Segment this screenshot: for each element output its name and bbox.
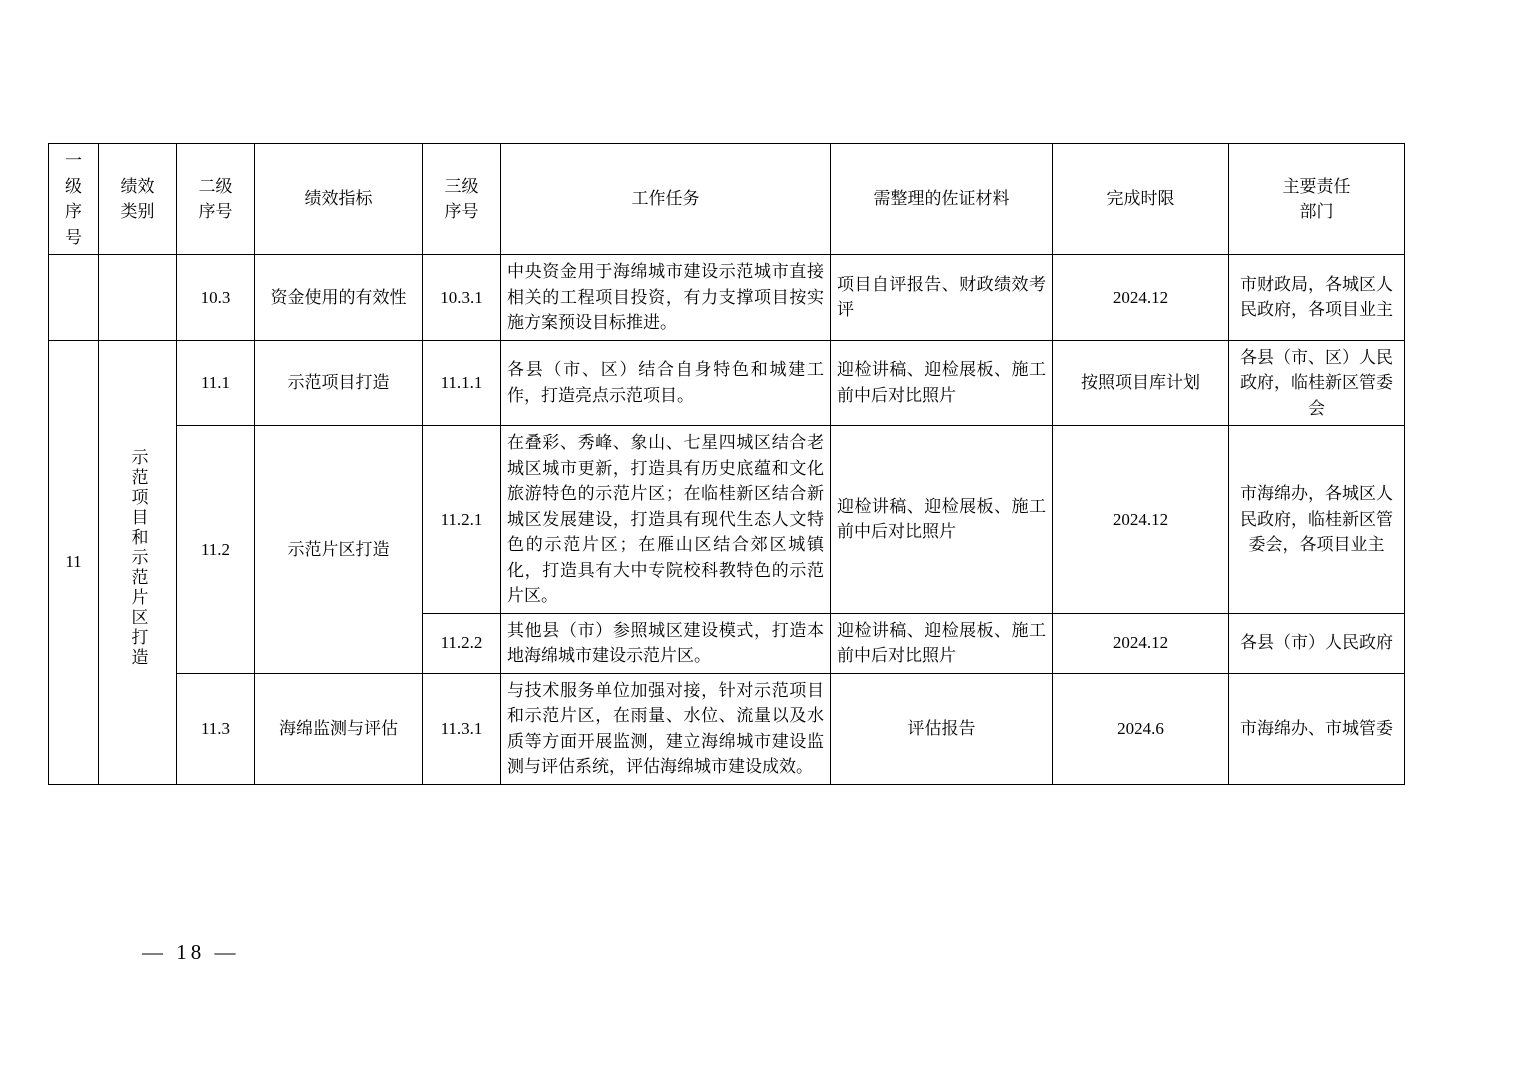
table-row xyxy=(49,340,1405,426)
cell-category xyxy=(99,340,177,784)
cell-level3-seq: 11.2.2 xyxy=(423,613,501,673)
col-header-level3-seq-label: 三级 序号 xyxy=(444,176,479,221)
col-header-task xyxy=(501,144,831,255)
col-header-indicator xyxy=(255,144,423,255)
col-header-indicator-label: 绩效指标 xyxy=(304,189,373,209)
cell-task: 在叠彩、秀峰、象山、七星四城区结合老城区城市更新，打造具有历史底蕴和文化旅游特色的示范片区；在临桂新区结合新城区发展建设，打造具有现代生态人文特色的示范片区；在雁山区结合郊区城镇化，打造具有大中专院校科教特色的示范片区。 xyxy=(501,426,831,614)
table-header xyxy=(49,144,1405,255)
cell-evidence: 迎检讲稿、迎检展板、施工前中后对比照片 xyxy=(831,426,1053,614)
col-header-department xyxy=(1229,144,1405,255)
cell-indicator: 示范片区打造 xyxy=(255,426,423,674)
col-header-level1-seq-label: 一 级 序 号 xyxy=(65,151,82,247)
cell-indicator: 资金使用的有效性 xyxy=(255,255,423,341)
col-header-level2-seq-label: 二级 序号 xyxy=(198,176,233,221)
page-number: — 18 — xyxy=(142,940,240,964)
col-header-deadline-label: 完成时限 xyxy=(1106,189,1175,209)
cell-category-label: 示范项目和示范片区打造 xyxy=(128,448,148,669)
cell-department: 市海绵办、市城管委 xyxy=(1229,673,1405,784)
cell-indicator: 海绵监测与评估 xyxy=(255,673,423,784)
cell-deadline: 2024.12 xyxy=(1053,255,1229,341)
cell-deadline: 按照项目库计划 xyxy=(1053,340,1229,426)
col-header-evidence xyxy=(831,144,1053,255)
cell-evidence: 迎检讲稿、迎检展板、施工前中后对比照片 xyxy=(831,613,1053,673)
cell-level2-seq: 10.3 xyxy=(177,255,255,341)
cell-level3-seq: 11.2.1 xyxy=(423,426,501,614)
cell-deadline: 2024.6 xyxy=(1053,673,1229,784)
cell-task: 各县（市、区）结合自身特色和城建工作，打造亮点示范项目。 xyxy=(501,340,831,426)
cell-department: 各县（市、区）人民政府，临桂新区管委会 xyxy=(1229,340,1405,426)
cell-level1-seq: 11 xyxy=(49,340,99,784)
col-header-task-label: 工作任务 xyxy=(631,189,700,209)
cell-department: 各县（市）人民政府 xyxy=(1229,613,1405,673)
cell-task: 中央资金用于海绵城市建设示范城市直接相关的工程项目投资，有力支撑项目按实施方案预设目标推进。 xyxy=(501,255,831,341)
cell-level2-seq: 11.2 xyxy=(177,426,255,674)
cell-deadline: 2024.12 xyxy=(1053,613,1229,673)
table-body xyxy=(49,255,1405,785)
cell-category xyxy=(99,255,177,341)
cell-department: 市海绵办，各城区人民政府，临桂新区管委会，各项目业主 xyxy=(1229,426,1405,614)
col-header-department-label: 主要责任 部门 xyxy=(1282,176,1351,221)
cell-evidence: 评估报告 xyxy=(831,673,1053,784)
col-header-deadline xyxy=(1053,144,1229,255)
cell-level2-seq: 11.3 xyxy=(177,673,255,784)
table-row xyxy=(49,426,1405,614)
col-header-level1-seq xyxy=(49,144,99,255)
table-header-row xyxy=(49,144,1405,255)
cell-deadline: 2024.12 xyxy=(1053,426,1229,614)
cell-task: 与技术服务单位加强对接，针对示范项目和示范片区，在雨量、水位、流量以及水质等方面开展监测，建立海绵城市建设监测与评估系统，评估海绵城市建设成效。 xyxy=(501,673,831,784)
cell-level1-seq xyxy=(49,255,99,341)
cell-evidence: 项目自评报告、财政绩效考评 xyxy=(831,255,1053,341)
col-header-category xyxy=(99,144,177,255)
cell-evidence: 迎检讲稿、迎检展板、施工前中后对比照片 xyxy=(831,340,1053,426)
cell-department: 市财政局，各城区人民政府，各项目业主 xyxy=(1229,255,1405,341)
cell-level3-seq: 11.3.1 xyxy=(423,673,501,784)
cell-indicator: 示范项目打造 xyxy=(255,340,423,426)
cell-level3-seq: 11.1.1 xyxy=(423,340,501,426)
table-row xyxy=(49,255,1405,341)
col-header-level3-seq xyxy=(423,144,501,255)
cell-level3-seq: 10.3.1 xyxy=(423,255,501,341)
cell-level2-seq: 11.1 xyxy=(177,340,255,426)
table-row xyxy=(49,673,1405,784)
performance-indicator-table xyxy=(48,143,1405,785)
col-header-level2-seq xyxy=(177,144,255,255)
col-header-evidence-label: 需整理的佐证材料 xyxy=(873,189,1010,209)
cell-task: 其他县（市）参照城区建设模式，打造本地海绵城市建设示范片区。 xyxy=(501,613,831,673)
col-header-category-label: 绩效 类别 xyxy=(120,176,155,221)
